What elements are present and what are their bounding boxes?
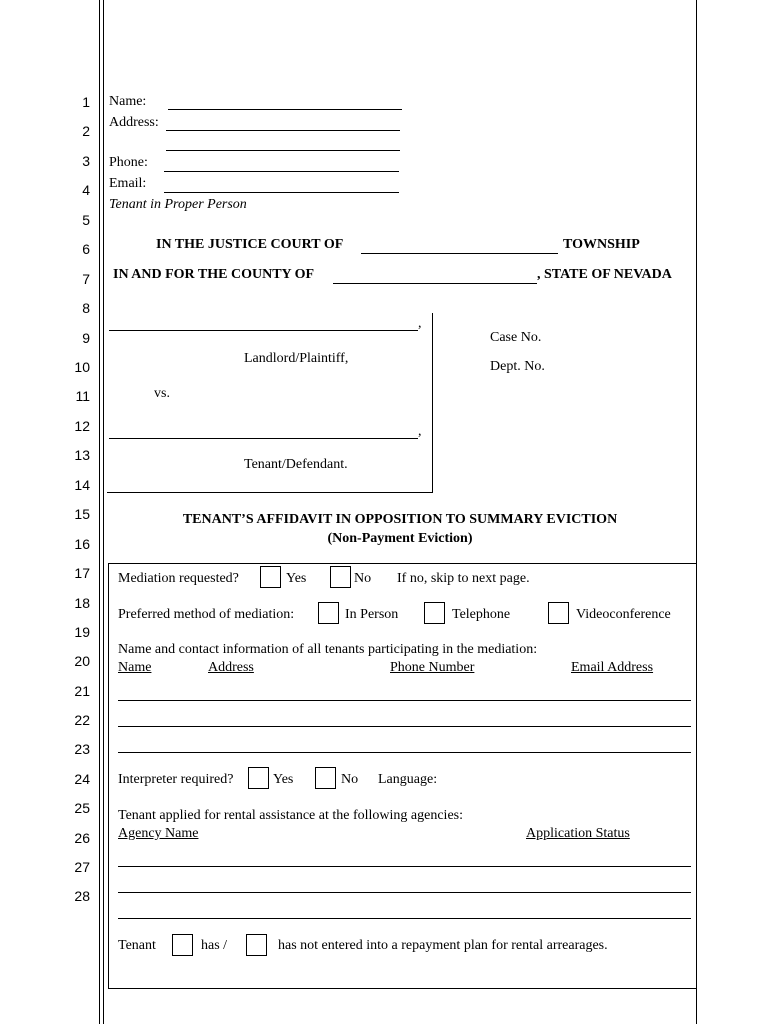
line-number: 7: [82, 271, 90, 287]
phone-label: Phone:: [109, 155, 148, 170]
has-checkbox[interactable]: [172, 934, 193, 956]
address-field-2[interactable]: [166, 150, 400, 151]
col-address-header: Address: [208, 660, 254, 675]
tenant-role: Tenant in Proper Person: [109, 197, 247, 212]
line-number: 21: [74, 683, 90, 699]
line-number: 10: [74, 359, 90, 375]
court-line-1-suffix: TOWNSHIP: [563, 237, 640, 252]
col-email-header: Email Address: [571, 660, 654, 675]
interpreter-yes-checkbox[interactable]: [248, 767, 269, 789]
plaintiff-name-field[interactable]: [109, 330, 418, 331]
county-field[interactable]: [333, 283, 537, 284]
plaintiff-label: Landlord/Plaintiff,: [244, 351, 349, 366]
defendant-comma: ,: [418, 424, 422, 439]
line-number: 27: [74, 859, 90, 875]
line-number: 20: [74, 653, 90, 669]
defendant-label: Tenant/Defendant.: [244, 457, 348, 472]
tenants-intro: Name and contact information of all tenants participating in the mediation:: [118, 642, 538, 657]
line-number: 8: [82, 300, 90, 316]
agency-entry-line[interactable]: [118, 866, 691, 867]
interpreter-no-checkbox[interactable]: [315, 767, 336, 789]
left-margin-rule-outer: [99, 0, 100, 1024]
caption-divider-vertical: [432, 313, 433, 493]
mediation-no-checkbox[interactable]: [330, 566, 351, 588]
line-number: 9: [82, 330, 90, 346]
line-number: 15: [74, 506, 90, 522]
caption-divider-bottom: [107, 492, 433, 493]
line-number: 13: [74, 447, 90, 463]
line-number: 16: [74, 536, 90, 552]
line-number: 23: [74, 741, 90, 757]
mediation-no-label: No: [354, 571, 372, 586]
telephone-label: Telephone: [452, 607, 511, 622]
document-subtitle: (Non-Payment Eviction): [327, 531, 473, 546]
has-not-checkbox[interactable]: [246, 934, 267, 956]
skip-note: If no, skip to next page.: [397, 571, 530, 586]
telephone-checkbox[interactable]: [424, 602, 445, 624]
line-number: 11: [75, 388, 90, 404]
line-number: 12: [74, 418, 90, 434]
email-label: Email:: [109, 176, 147, 191]
address-label: Address:: [109, 115, 159, 130]
tenant-entry-line[interactable]: [118, 700, 691, 701]
line-number: 22: [74, 712, 90, 728]
videoconference-checkbox[interactable]: [548, 602, 569, 624]
mediation-yes-label: Yes: [286, 571, 307, 586]
agency-entry-line[interactable]: [118, 918, 691, 919]
in-person-label: In Person: [345, 607, 399, 622]
case-number: Case No.: [490, 330, 542, 345]
col-name-header: Name: [118, 660, 152, 675]
department-number: Dept. No.: [490, 359, 545, 374]
line-number: 18: [74, 595, 90, 611]
name-label: Name:: [109, 94, 147, 109]
interpreter-no-label: No: [341, 772, 359, 787]
col-phone-header: Phone Number: [390, 660, 475, 675]
phone-field[interactable]: [164, 171, 399, 172]
plaintiff-comma: ,: [418, 316, 422, 331]
line-number: 19: [74, 624, 90, 640]
interpreter-label: Interpreter required?: [118, 772, 234, 787]
court-line-1-prefix: IN THE JUSTICE COURT OF: [156, 237, 344, 252]
videoconference-label: Videoconference: [576, 607, 671, 622]
line-number: 2: [82, 123, 90, 139]
line-number: 4: [82, 182, 90, 198]
line-number: 25: [74, 800, 90, 816]
line-number: 14: [74, 477, 90, 493]
method-label: Preferred method of mediation:: [118, 607, 295, 622]
tenant-entry-line[interactable]: [118, 726, 691, 727]
line-number: 28: [74, 888, 90, 904]
mediation-label: Mediation requested?: [118, 571, 239, 586]
line-number: 6: [82, 241, 90, 257]
language-label: Language:: [378, 772, 438, 787]
line-number: 3: [82, 153, 90, 169]
tenant-entry-line[interactable]: [118, 752, 691, 753]
agency-entry-line[interactable]: [118, 892, 691, 893]
has-word: has /: [201, 938, 228, 953]
col-agency-header: Agency Name: [118, 826, 199, 841]
in-person-checkbox[interactable]: [318, 602, 339, 624]
email-field[interactable]: [164, 192, 399, 193]
document-title: TENANT’S AFFIDAVIT IN OPPOSITION TO SUMMARY EVICTION: [182, 512, 618, 527]
court-line-2-suffix: , STATE OF NEVADA: [537, 267, 672, 282]
line-number: 17: [74, 565, 90, 581]
versus: vs.: [154, 386, 170, 401]
defendant-name-field[interactable]: [109, 438, 418, 439]
township-field[interactable]: [361, 253, 558, 254]
col-status-header: Application Status: [526, 826, 630, 841]
mediation-yes-checkbox[interactable]: [260, 566, 281, 588]
repayment-text: has not entered into a repayment plan for rental arrearages.: [278, 938, 608, 953]
line-number: 26: [74, 830, 90, 846]
line-number: 1: [82, 94, 90, 110]
assistance-intro: Tenant applied for rental assistance at the following agencies:: [118, 808, 464, 823]
line-number: 24: [74, 771, 90, 787]
name-field[interactable]: [168, 109, 402, 110]
tenant-word: Tenant: [118, 938, 156, 953]
address-field-1[interactable]: [166, 130, 400, 131]
left-margin-rule-inner: [103, 0, 104, 1024]
line-number: 5: [82, 212, 90, 228]
court-line-2-prefix: IN AND FOR THE COUNTY OF: [113, 267, 315, 282]
interpreter-yes-label: Yes: [273, 772, 294, 787]
